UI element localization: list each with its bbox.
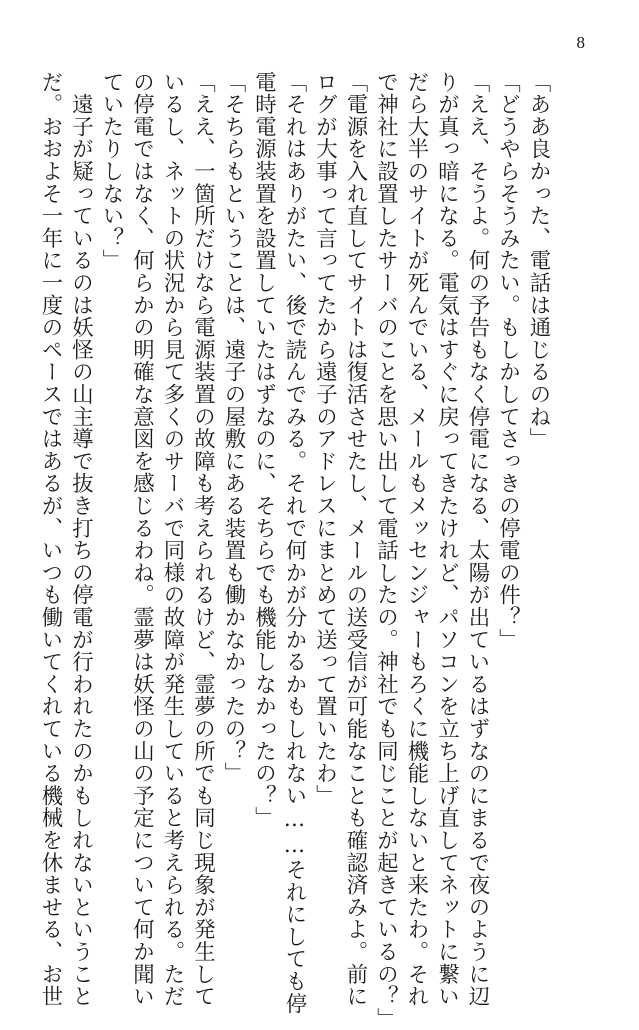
text-line: だら大半のサイトが死んでいる、メールもメッセンジャーもろくに機能しないと来たわ。それ	[404, 71, 429, 1008]
text-line: ログが大事って言ってたから遠子のアドレスにまとめて送って置いたわ」	[312, 71, 338, 807]
text-line: 電時電源装置を設置していたはずなのに、そちらでも機能しなかったの？」	[251, 71, 277, 830]
text-line: ていたりしない？」	[99, 71, 124, 272]
text-line: 「それはありがたい、後で読んでみる。それで何かが分かるかもしれない……それにしても停	[282, 71, 307, 1015]
text-line: 「どうやらそうみたい。もしかしてさっきの停電の件？」	[495, 71, 521, 651]
text-line: 遠子が疑っているのは妖怪の山主導で抜き打ちの停電が行われたのかもしれないということ	[68, 71, 94, 1008]
body-text	[38, 71, 553, 1030]
text-line: りが真っ暗になる。電気はすぐに戻ってきたけれど、パソコンを立ち上げ直してネットに繋い	[434, 71, 460, 1008]
text-line: 「そちらもということは、遠子の屋敷にある装置も働かなかったの？」	[221, 71, 246, 785]
text-line: 「ええ、一箇所だけなら電源装置の故障も考えられるけど、霊夢の所でも同じ現象が発生して	[190, 71, 216, 1008]
text-line: 「ああ良かった、電話は通じるのね」	[526, 71, 551, 451]
text-line: で神社に設置したサーバのことを思い出して電話したの。神社でも同じことが起きているの？」	[373, 71, 399, 1030]
text-line: いるし、ネットの状況から見て多くのサーバで同様の故障が発生していると考えられる。ただ	[160, 71, 185, 1008]
text-line: 「電源を入れ直してサイトは復活させたし、メールの送受信が可能なことも確認済みよ。前に	[343, 71, 368, 1008]
text-line: だ。おおよそ一年に一度のペースではあるが、いつも働いてくれている機械を休ませる、お世	[38, 71, 63, 1008]
text-line: 「ええ、そうよ。何の予告もなく停電になる、太陽が出ているはずなのにまるで夜のように辺	[465, 71, 490, 1008]
page-number: 8	[576, 33, 585, 52]
text-line: の停電ではなく、何らかの明確な意図を感じるわね。霊夢は妖怪の山の予定について何か聞い	[129, 71, 155, 1008]
